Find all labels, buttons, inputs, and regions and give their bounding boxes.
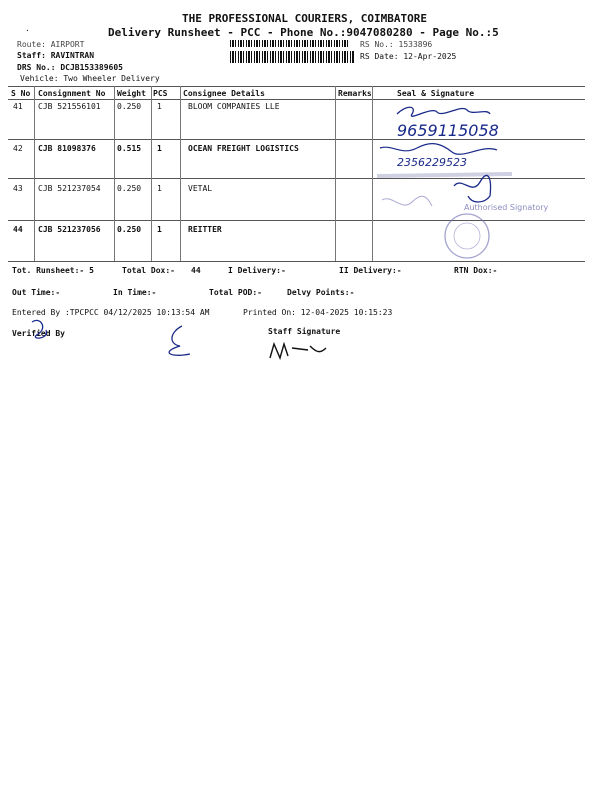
row-pcs: 1 (157, 225, 162, 234)
i-delivery: I Delivery:- (228, 266, 286, 275)
header-pcs: PCS (153, 89, 168, 98)
row-consignee: BLOOM COMPANIES LLE (188, 102, 280, 111)
col-divider (335, 86, 336, 261)
row-consignment: CJB 81098376 (38, 144, 96, 153)
rs-date: RS Date: 12-Apr-2025 (360, 52, 457, 61)
delvy-points: Delvy Points:- (287, 288, 355, 297)
total-dox-label: Total Dox:- (122, 266, 175, 275)
verified-by: Verified By (12, 329, 65, 338)
row-consignment: CJB 521556101 (38, 102, 101, 111)
rtn-dox: RTN Dox:- (454, 266, 498, 275)
header-consignment: Consignment No (38, 89, 106, 98)
signature-scribble (397, 107, 490, 116)
row-weight: 0.515 (117, 144, 142, 153)
staff-signature-label: Staff Signature (268, 327, 341, 336)
in-time: In Time:- (113, 288, 157, 297)
stamp-smudge (382, 196, 432, 206)
stamp-smudge (377, 174, 512, 176)
row-consignee: OCEAN FREIGHT LOGISTICS (188, 144, 299, 153)
barcode-top (230, 40, 350, 47)
row-consignee: REITTER (188, 225, 222, 234)
runsheet-subtitle: Delivery Runsheet - PCC - Phone No.:9047080280 - Page No.:5 (108, 26, 499, 39)
total-dox-value: 44 (191, 266, 201, 275)
stray-dot: . (25, 24, 30, 33)
row-sno: 42 (13, 144, 23, 153)
vehicle-label: Vehicle: Two Wheeler Delivery (20, 74, 160, 83)
header-remarks: Remarks (338, 89, 372, 98)
stamp-authorised: Authorised Signatory (464, 203, 549, 212)
signature-scribble (454, 175, 491, 202)
row-pcs: 1 (157, 184, 162, 193)
table-top-rule (8, 86, 585, 87)
col-divider (151, 86, 152, 261)
row-consignment: CJB 521237056 (38, 225, 101, 234)
header-consignee: Consignee Details (183, 89, 265, 98)
row-pcs: 1 (157, 102, 162, 111)
col-divider (34, 86, 35, 261)
total-runsheet: Tot. Runsheet:- 5 (12, 266, 94, 275)
route-label: Route: AIRPORT (17, 40, 85, 49)
row-weight: 0.250 (117, 225, 142, 234)
row-weight: 0.250 (117, 184, 142, 193)
row-consignee: VETAL (188, 184, 213, 193)
round-stamp (445, 214, 489, 258)
header-seal: Seal & Signature (397, 89, 475, 98)
row-sno: 41 (13, 102, 23, 111)
verified-signature (32, 320, 46, 338)
footer-signatures (20, 318, 360, 368)
col-divider (114, 86, 115, 261)
company-title: THE PROFESSIONAL COURIERS, COIMBATORE (182, 12, 428, 25)
barcode-main (230, 51, 355, 63)
staff-signature (270, 344, 326, 358)
staff-label: Staff: RAVINTRAN (17, 51, 95, 60)
ii-delivery: II Delivery:- (339, 266, 402, 275)
handwritten-phone: 9659115058 (397, 121, 499, 140)
entered-by: Entered By :TPCPCC 04/12/2025 10:13:54 AM (12, 308, 210, 317)
rs-number: RS No.: 1533896 (360, 40, 433, 49)
header-weight: Weight (117, 89, 146, 98)
out-time: Out Time:- (12, 288, 61, 297)
header-sno: S No (11, 89, 31, 98)
row-consignment: CJB 521237054 (38, 184, 101, 193)
handwritten-code: 2356229523 (397, 156, 467, 169)
row-sno: 43 (13, 184, 23, 193)
verified-signature (169, 326, 190, 355)
col-divider (180, 86, 181, 261)
drs-number: DRS No.: DCJB153389605 (17, 63, 123, 72)
row-sno: 44 (13, 225, 23, 234)
total-pod: Total POD:- (209, 288, 262, 297)
printed-on: Printed On: 12-04-2025 10:15:23 (243, 308, 393, 317)
row-pcs: 1 (157, 144, 162, 153)
row-weight: 0.250 (117, 102, 142, 111)
seal-signature-area (372, 96, 582, 264)
signature-scribble (380, 144, 497, 155)
